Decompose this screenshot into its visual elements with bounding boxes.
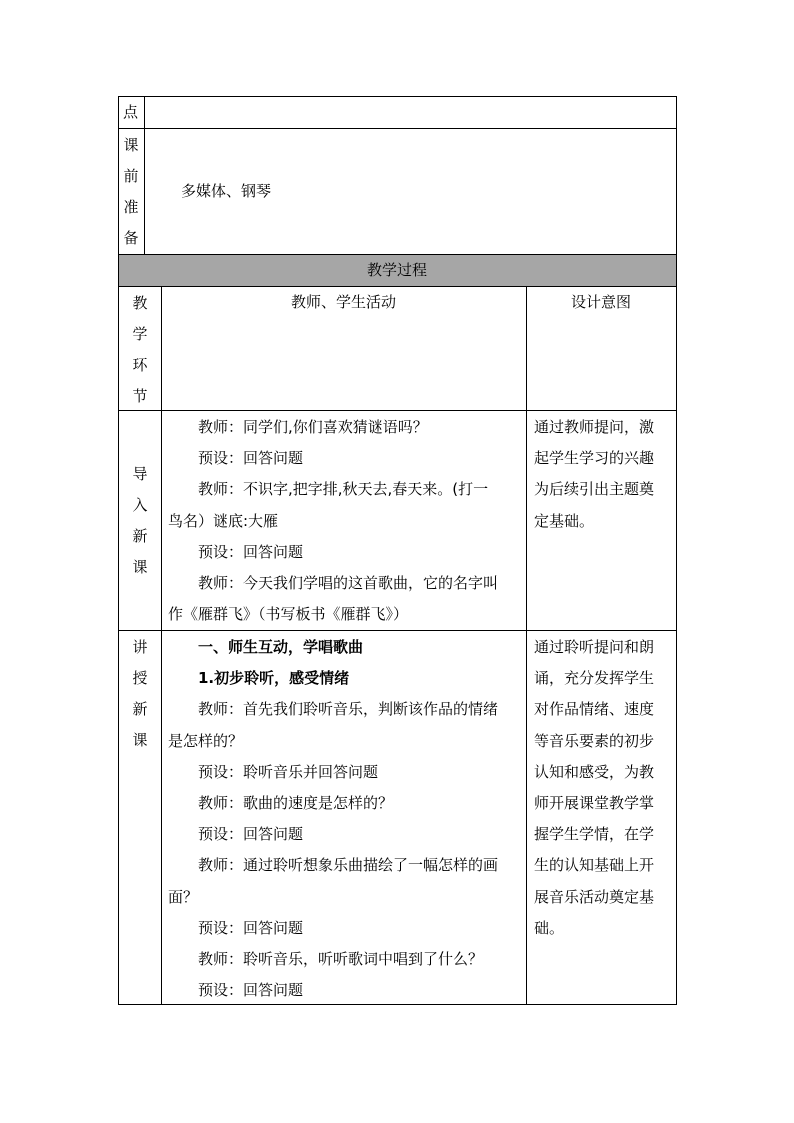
activity-line: 面？ [168,887,199,906]
teach-activity [168,632,498,1006]
intent-line: 展音乐活动奠定基 [534,887,655,906]
rule-intent-col [526,286,527,1005]
intent-line: 通过聆听提问和朗 [534,638,655,656]
intent-line: 等音乐要素的初步 [534,731,655,750]
activity-line: 教师：聆听音乐，听听歌词中唱到了什么？ [198,950,484,969]
intent-line: 为后续引出主题奠 [534,480,655,499]
teach-stage-label [125,632,155,756]
activity-line: 教师：歌曲的速度是怎样的？ [198,794,394,813]
stage-column-header [125,288,155,412]
section-heading: 一、师生互动，学唱歌曲 [198,638,364,656]
intent-line: 起学生学习的兴趣 [534,449,655,468]
intro-stage-char: 导 [132,465,148,483]
prep-label-char: 前 [123,167,139,185]
activity-line: 预设：回答问题 [198,825,304,844]
prep-label-char: 课 [123,136,139,154]
intent-line: 握学生学情，在学 [534,825,655,844]
activity-line: 预设：聆听音乐并回答问题 [198,762,379,781]
intent-line: 认知和感受，为教 [534,762,655,781]
teach-stage-char: 授 [132,669,148,687]
intro-stage-label [125,459,155,583]
activity-line: 教师：首先我们聆听音乐，判断该作品的情绪 [198,700,499,719]
stage-header-char: 学 [132,325,148,343]
prep-row-label [116,130,146,254]
prep-label-char: 备 [123,229,139,247]
activity-line: 教师：今天我们学唱的这首歌曲，它的名字叫 [198,574,499,593]
process-header-title: 教学过程 [366,261,427,279]
activity-line: 是怎样的？ [168,731,244,750]
activity-line: 教师：不识字,把字排,秋天去,春天来。(打一 [198,480,489,499]
prep-label-char: 准 [123,198,139,216]
teach-stage-char: 课 [132,731,148,749]
activity-line: 鸟名）谜底:大雁 [168,511,279,530]
intro-intent [534,412,654,537]
activity-line: 教师：同学们,你们喜欢猜谜语吗？ [198,418,428,436]
stage-header-char: 环 [132,356,148,374]
intent-line: 定基础。 [534,511,595,530]
intent-line: 生的认知基础上开 [534,856,655,875]
stage-header-char: 教 [132,294,148,312]
intent-column-header: 设计意图 [570,293,631,311]
teach-stage-char: 新 [132,700,148,718]
activity-line: 教师：通过聆听想象乐曲描绘了一幅怎样的画 [198,856,499,875]
rule-point-bottom [118,128,677,129]
prep-content: 多媒体、钢琴 [181,182,272,200]
intent-line: 师开展课堂教学掌 [534,794,655,813]
activity-column-header: 教师、学生活动 [290,293,396,311]
teach-intent [534,632,654,944]
intro-stage-char: 新 [132,527,148,545]
rule-stage-col [161,286,162,1005]
stage-header-char: 节 [132,387,148,405]
rule-prep-bottom [118,254,677,255]
intro-activity [168,412,498,630]
intro-stage-char: 课 [132,558,148,576]
activity-line: 预设：回答问题 [198,449,304,468]
intent-line: 对作品情绪、速度 [534,700,655,719]
rule-columns-bottom [118,410,677,411]
activity-line: 预设：回答问题 [198,542,304,561]
intro-stage-char: 入 [132,496,148,514]
activity-line: 预设：回答问题 [198,918,304,937]
intent-line: 诵，充分发挥学生 [534,669,655,688]
rule-process-bottom [118,286,677,287]
teach-stage-char: 讲 [132,638,148,656]
intent-line: 础。 [534,918,565,937]
activity-line: 作《雁群飞》（书写板书《雁群飞》） [168,605,409,624]
intent-line: 通过教师提问，激 [534,418,655,436]
subsection-heading: 1.初步聆听，感受情绪 [198,669,350,688]
point-row-label: 点 [123,103,139,121]
activity-line: 预设：回答问题 [198,981,304,1000]
